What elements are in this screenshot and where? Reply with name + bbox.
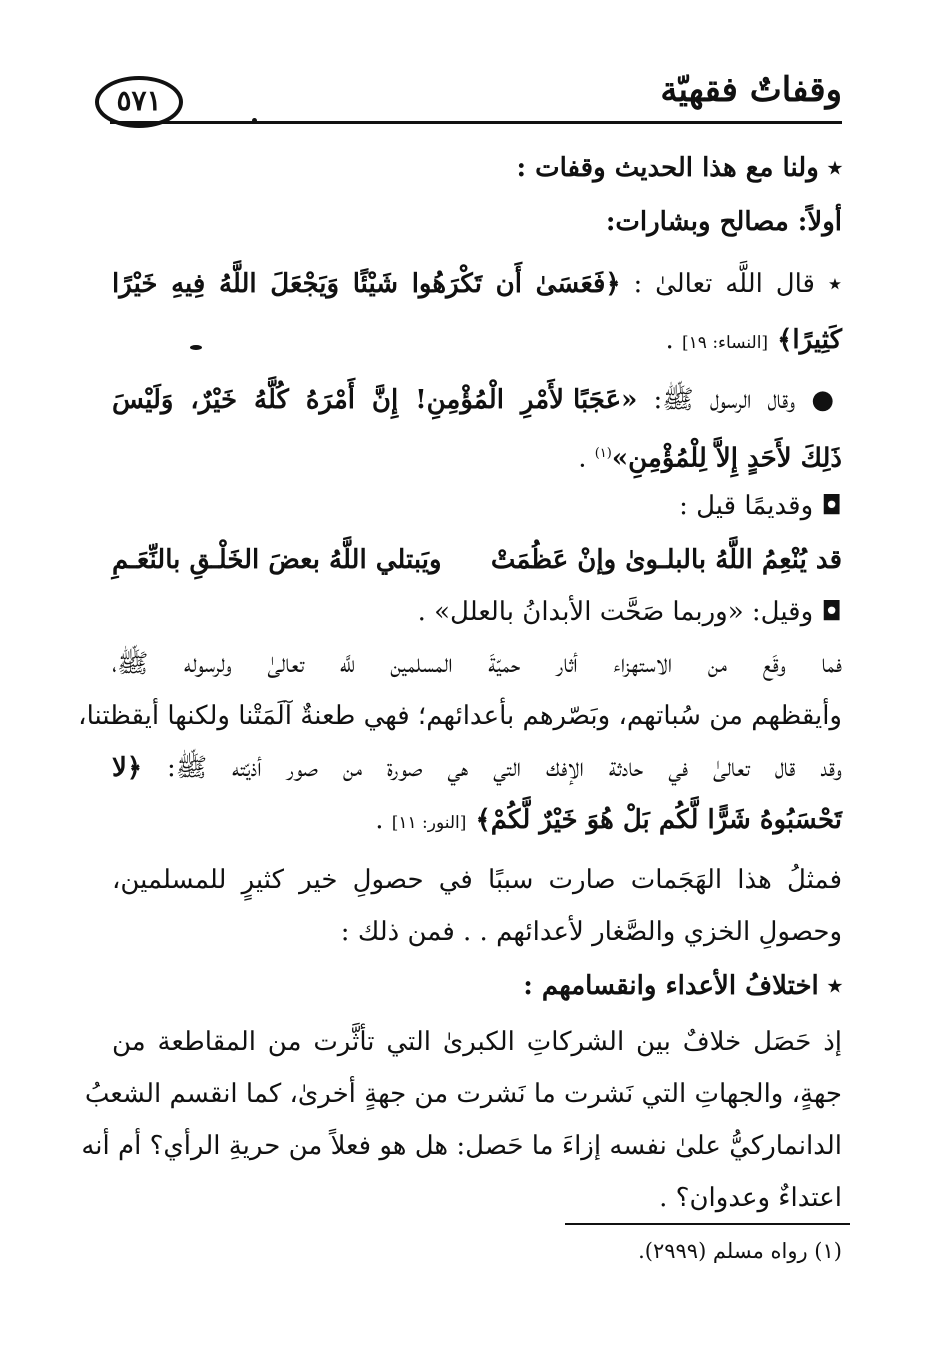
paragraph-line <box>665 320 842 360</box>
paragraph-line: الدانماركيُّ علىٰ نفسه إزاءَ ما حَصل: هل هو فعلاً من حريةِ الرأي؟ أم أنه <box>81 1131 842 1161</box>
quran-quote: ﴿فَعَسَىٰ أَن تَكْرَهُوا شَيْئًا وَيَجْعَلَ اللَّهُ فِيهِ خَيْرًا <box>112 269 621 299</box>
paragraph-line: اعتداءٌ وعدوان؟ . <box>659 1183 842 1213</box>
ink-dot <box>252 118 257 123</box>
paragraph-line: ◘ وقيل: «وربما صَحَّت الأبدانُ بالعلل» . <box>417 597 842 627</box>
quran-quote: كَثِيرًا﴾ <box>768 325 842 355</box>
paragraph-line: فما وقَع من الاستهزاء أثار حميّةَ المسلمين للَّه تعالىٰ ولرسوله ﷺ، <box>112 649 842 679</box>
paragraph-line: وحصولِ الخزي والصَّغار لأعدائهم . . فمن ذلك : <box>340 917 842 947</box>
text-run: . <box>375 805 392 835</box>
hadith-quote: «عَجَبًا لأَمْرِ الْمُؤْمِنِ! إِنَّ أَمْرَهُ كُلَّهُ خَيْرٌ، وَلَيْسَ <box>112 385 638 415</box>
paragraph-line <box>112 748 842 788</box>
text-run: وقد قال تعالىٰ في حادثة الإفك التي هي صورة من صور أذيّته ﷺ: <box>142 753 842 783</box>
section-heading: ٭ ولنا مع هذا الحديث وقفات : <box>516 153 842 183</box>
ink-smudge <box>190 345 202 350</box>
text-run: . <box>665 325 683 355</box>
paragraph-line: وأيقظهم من سُباتهم، وبَصّرهم بأعدائهم؛ فهي طعنةٌ آلَمَتْنا ولكنها أيقظتنا، <box>78 701 842 731</box>
quran-quote: ﴿لا <box>112 753 143 783</box>
text-run: . <box>578 443 595 474</box>
paragraph-line: فمثلُ هذا الهَجَمات صارت سببًا في حصولِ خير كثيرٍ للمسلمين، <box>112 865 842 895</box>
paragraph-line: جهةٍ، والجهاتِ التي نَشرت ما نَشرت من جهةٍ أخرىٰ، كما انقسم الشعبُ <box>84 1079 842 1109</box>
footnote: (١) رواه مسلم (٢٩٩٩). <box>638 1239 842 1263</box>
paragraph-line <box>375 800 842 840</box>
paragraph-line <box>578 434 842 474</box>
footnote-marker: (١) <box>594 446 612 461</box>
page-number: ٥٧١ <box>95 76 183 128</box>
hadith-quote: ذَلِكَ لأَحَدٍ إِلاَّ لِلْمُؤْمِنِ» <box>611 443 842 474</box>
subheading: أولاً: مصالح وبشارات: <box>605 207 842 237</box>
text-run: ● وقال الرسول ﷺ: <box>637 385 842 415</box>
paragraph-line <box>112 264 842 304</box>
section-heading: ٭ اختلافُ الأعداء وانقسامهم : <box>523 971 842 1001</box>
header-rule <box>110 121 842 124</box>
quran-quote: تَحْسَبُوهُ شَرًّا لَّكُم بَلْ هُوَ خَيْرٌ لَّكُمْ﴾ <box>466 805 842 835</box>
poem-hemistich-second: ويَبتلي اللَّهُ بعضَ الخَلْـقِ بالنِّعَـمِ <box>112 545 442 575</box>
running-header-title: وقفاتٌ فقهيّة <box>660 70 842 110</box>
verse-reference: [النور: ١١] <box>391 813 467 833</box>
footnote-rule <box>565 1223 850 1225</box>
verse-reference: [النساء: ١٩] <box>682 333 769 353</box>
paragraph-line: ◘ وقديمًا قيل : <box>679 491 842 521</box>
paragraph-line: إذ حَصَل خلافٌ بين الشركاتِ الكبرىٰ التي تأثَّرت من المقاطعة من <box>112 1027 842 1057</box>
paragraph-line <box>112 380 842 420</box>
poem-hemistich-first: قد يُنْعِمُ اللَّهُ بالبلـوىٰ وإنْ عَظُمَتْ <box>490 545 842 575</box>
text-run: ٭ قال اللَّه تعالىٰ : <box>620 269 842 299</box>
